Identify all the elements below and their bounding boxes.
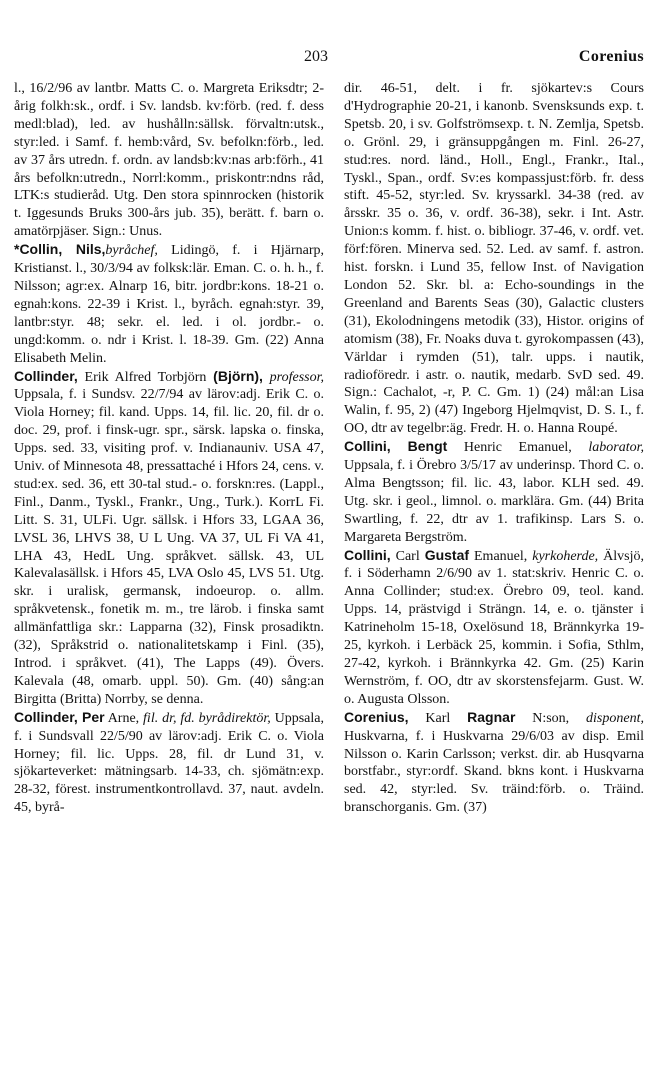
entry-headword: Collinder, Per — [14, 708, 105, 725]
biography-entry — [14, 368, 324, 709]
entry-given-names: Arne, — [104, 710, 144, 726]
running-head: Corenius — [578, 48, 644, 65]
page-number: 203 — [304, 48, 328, 65]
page-header — [14, 48, 644, 74]
entry-text: Älvsjö, f. i Söderhamn 2/6/90 av 1. stat:skriv. Henric C. o. Anna Collinder; stud:ex. Örebro 09, teol. kand. Upps. 14, prästvigd i Strängn. 14, e. o. tjänster i Katrineholm 15-18, Oxelösund 18, Brännkyrka 19-25, kyrkoh. i Lerbäck 25, kommin. i Sofia, Sthlm, 27-42, kyrkoh. i Brännkyrka 42. Gm. (25) Karin Wernström, f. OO, dtr av skorstensfejarm. Gust. W. o. Augusta Olsson. — [344, 548, 644, 707]
entry-given-names: Carl — [390, 548, 425, 564]
entry-text: dir. 46-51, delt. i fr. sjökartev:s Cours d'Hydrographie 20-21, i kanonb. Svensksunds exp. t. Spetsb. 20, i sv. Golfströmsexp. t. N. Zemlja, Spetsb. o. Grönl. 29, i gränsuppgången m. Finl. 26-27, stud:res. nord. länd., Holl., Engl., Frankr., Ital., Tyskl., Span., ordf. Sv:es kompassjust:förb. fr. dess stift. 45-52, styr:led. Sv. kryssarkl. 34-38 (red. av årsskr. 35 o. 36, v. ordf. 36-38), sekr. i Int. Astr. Union:s komm. f. hist. o. bibliogr. 37-46, v. ordf. vet. förf:fören. Minerva sed. 52. Led. av samf. f. astron. hist. forskn. i Lund 35, fellow Inst. of Navigation London 52. Skr. bl. a: Echo-soundings in the Greenland and Barents Seas (30), Galactic clusters (31), Ekolodningens metodik (33), Histor. origins of atomism (38), Fr. Noaks duva t. gyrokompassen (43), Världar i rymden (51), talr. upps. i nautik, radioföredr. i astr. o. nautik, medarb. SvD sed. 49. Sign.: Cachalot, -r, P. C. Gm. 1) (24) mål:an Lisa Walin, f. 95, 2) (47) Ingeborg Hjelmqvist, D. S. I., f. OO, dtr av tegelbr:äg. Fredr. H. o. Hanna Roupé. — [344, 81, 644, 437]
entry-occupation: laborator, — [588, 440, 644, 456]
entry-continuation — [14, 80, 324, 241]
entry-called-name: Ragnar — [467, 708, 516, 725]
biography-entry — [344, 709, 644, 817]
right-column — [344, 80, 644, 817]
entry-text: Lidingö, f. i Hjärnarp, Kristianst. l., 30/3/94 av folksk:lär. Eman. C. o. h. h., f. Nilsson; agr:ex. Alnarp 16, bitr. jordbr:kons. 18-21 o. egnah:kons. 22-39 i Krist. l., byråch. egnah:styr. 39, lantbr:styr. 48; sekr. el. led. i ol. jordbr.- o. ungd:komm. o. ndr i Krist. l. 18-39. Gm. (22) Anna Elisabeth Melin. — [14, 243, 324, 366]
biography-entry — [344, 438, 644, 546]
entry-headword: *Collin, Nils, — [14, 241, 106, 258]
entry-called-name: (Björn), — [213, 367, 263, 384]
entry-given-names-rest: N:son, — [515, 710, 587, 726]
entry-given-names: Erik Alfred Torbjörn — [77, 369, 214, 385]
biography-entry — [344, 547, 644, 709]
entry-text: Huskvarna, f. i Huskvarna 29/6/03 av disp. Emil Nilsson o. Karin Carlsson; verkst. dir. ab Husqvarna borstfabr., styr:ordf. Skand. bkns kont. i Huskvarna sed. 42, styr:led. Sv. träind:förb. o. Träind. branschorganis. Gm. (37) — [344, 728, 644, 816]
entry-headword: Collinder, — [14, 367, 78, 384]
entry-continuation — [344, 80, 644, 438]
entry-occupation: fil. dr, fd. byrådirektör, — [143, 710, 271, 726]
entry-occupation: byråchef, — [105, 243, 158, 259]
biography-entry — [14, 241, 324, 367]
entry-given-names: Karl — [408, 710, 468, 726]
entry-occupation: kyrkoherde, — [532, 548, 599, 564]
entry-occupation: disponent, — [586, 710, 644, 726]
entry-occupation: professor, — [262, 369, 325, 385]
entry-headword: Corenius, — [344, 708, 409, 725]
entry-given-names-rest: Emanuel, — [469, 548, 533, 564]
entry-text: l., 16/2/96 av lantbr. Matts C. o. Margreta Eriksdtr; 2-årig folkh:sk., ordf. i Sv. landsb. kv:förb. (red. f. dess medl:blad), led. av hushålln:sällsk. förvaltn:utsk., styr:led. i Samf. f. hemb:vård, Sv. befolkn:förb., led. av 37 års utredn. f. ordn. av landsb:kv:nas arb:förh., 41 års befolkn:utredn., Norrl:komm., priskontr:ndns råd, LTK:s studieråd. Utg. Den stora spinnrocken (historik t. Iggesunds Bruks 300-års jub. 35), berätt. f. barn o. amatörpjäser. Sign.: Unus. — [14, 81, 324, 240]
entry-called-name: Gustaf — [424, 546, 470, 563]
entry-given-names: Henric Emanuel, — [447, 440, 589, 456]
entry-text: Uppsala, f. i Örebro 3/5/17 av underinsp. Thord C. o. Alma Bengtsson; fil. lic. 43, labor. KLH sed. 49. Utg. skr. i geol., limnol. o. marklära. Gm. (44) Brita Swartling, f. 22, dtr av 1. trafikinsp. Lars S. o. Margareta Bergström. — [344, 458, 644, 545]
entry-text: Uppsala, f. i Sundsv. 22/7/94 av lärov:adj. Erik C. o. Viola Horney; fil. kand. Upps. 14, fil. lic. 20, fil. dr o. doc. 29, prof. i finsk-ugr. spr., särsk. lapska o. finska, Upps. sed. 33, visiting prof. v. Indianauniv. USA 47, Univ. of Minnesota 48, pressattaché i Hfors 24, cens. v. stud:ex. sed. 36, ett 30-tal stud.- o. forskn:res. (Lappl., Finl., Danm., Tyskl., Frankr., Ung., Turk.). KorrL Fi. Litt. S. 31, ULFi. Ugr. sällsk. i Hfors 33, LGAA 36, LVSL 36, LHVS 38, U L Ung. VA 37, UL Fi VA 41, LHA 43, HedL Ung. språkvet. sällsk. 43, UL Kalevalasällsk. i Hfors 45, LVA Oslo 45, LVS 51. Utg. skr. i uralisk, germansk, indoeurop. o. allm. språkvetensk., fonetik m. m., tre lärob. i finska samt allmänfattliga skr.: Lapparna (32), Finsk prosadiktn. (32), Språkstrid o. nationalitetskamp i Finl. (35), Introd. i språkvet. (41), The Lapps (49). Övers. Kalevala (48, omarb. uppl. 50). Gm. (40) sång:an Birgitta (Britta) Norrby, se denna. — [14, 387, 325, 707]
left-column — [14, 80, 324, 817]
entry-text: Uppsala, f. i Sundsvall 22/5/90 av lärov:adj. Erik C. o. Viola Horney; fil. lic. Upps. 28, fil. dr Lund 31, v. sjökarteverket: mätningsarb. 14-33, ch. sjömätn:exp. 28-32, förest. instrumentkontrollavd. 37, naut. avdeln. 45, byrå- — [14, 710, 324, 816]
entry-headword: Collini, Bengt — [344, 438, 448, 455]
entry-headword: Collini, — [344, 546, 391, 563]
biography-entry — [14, 709, 324, 817]
